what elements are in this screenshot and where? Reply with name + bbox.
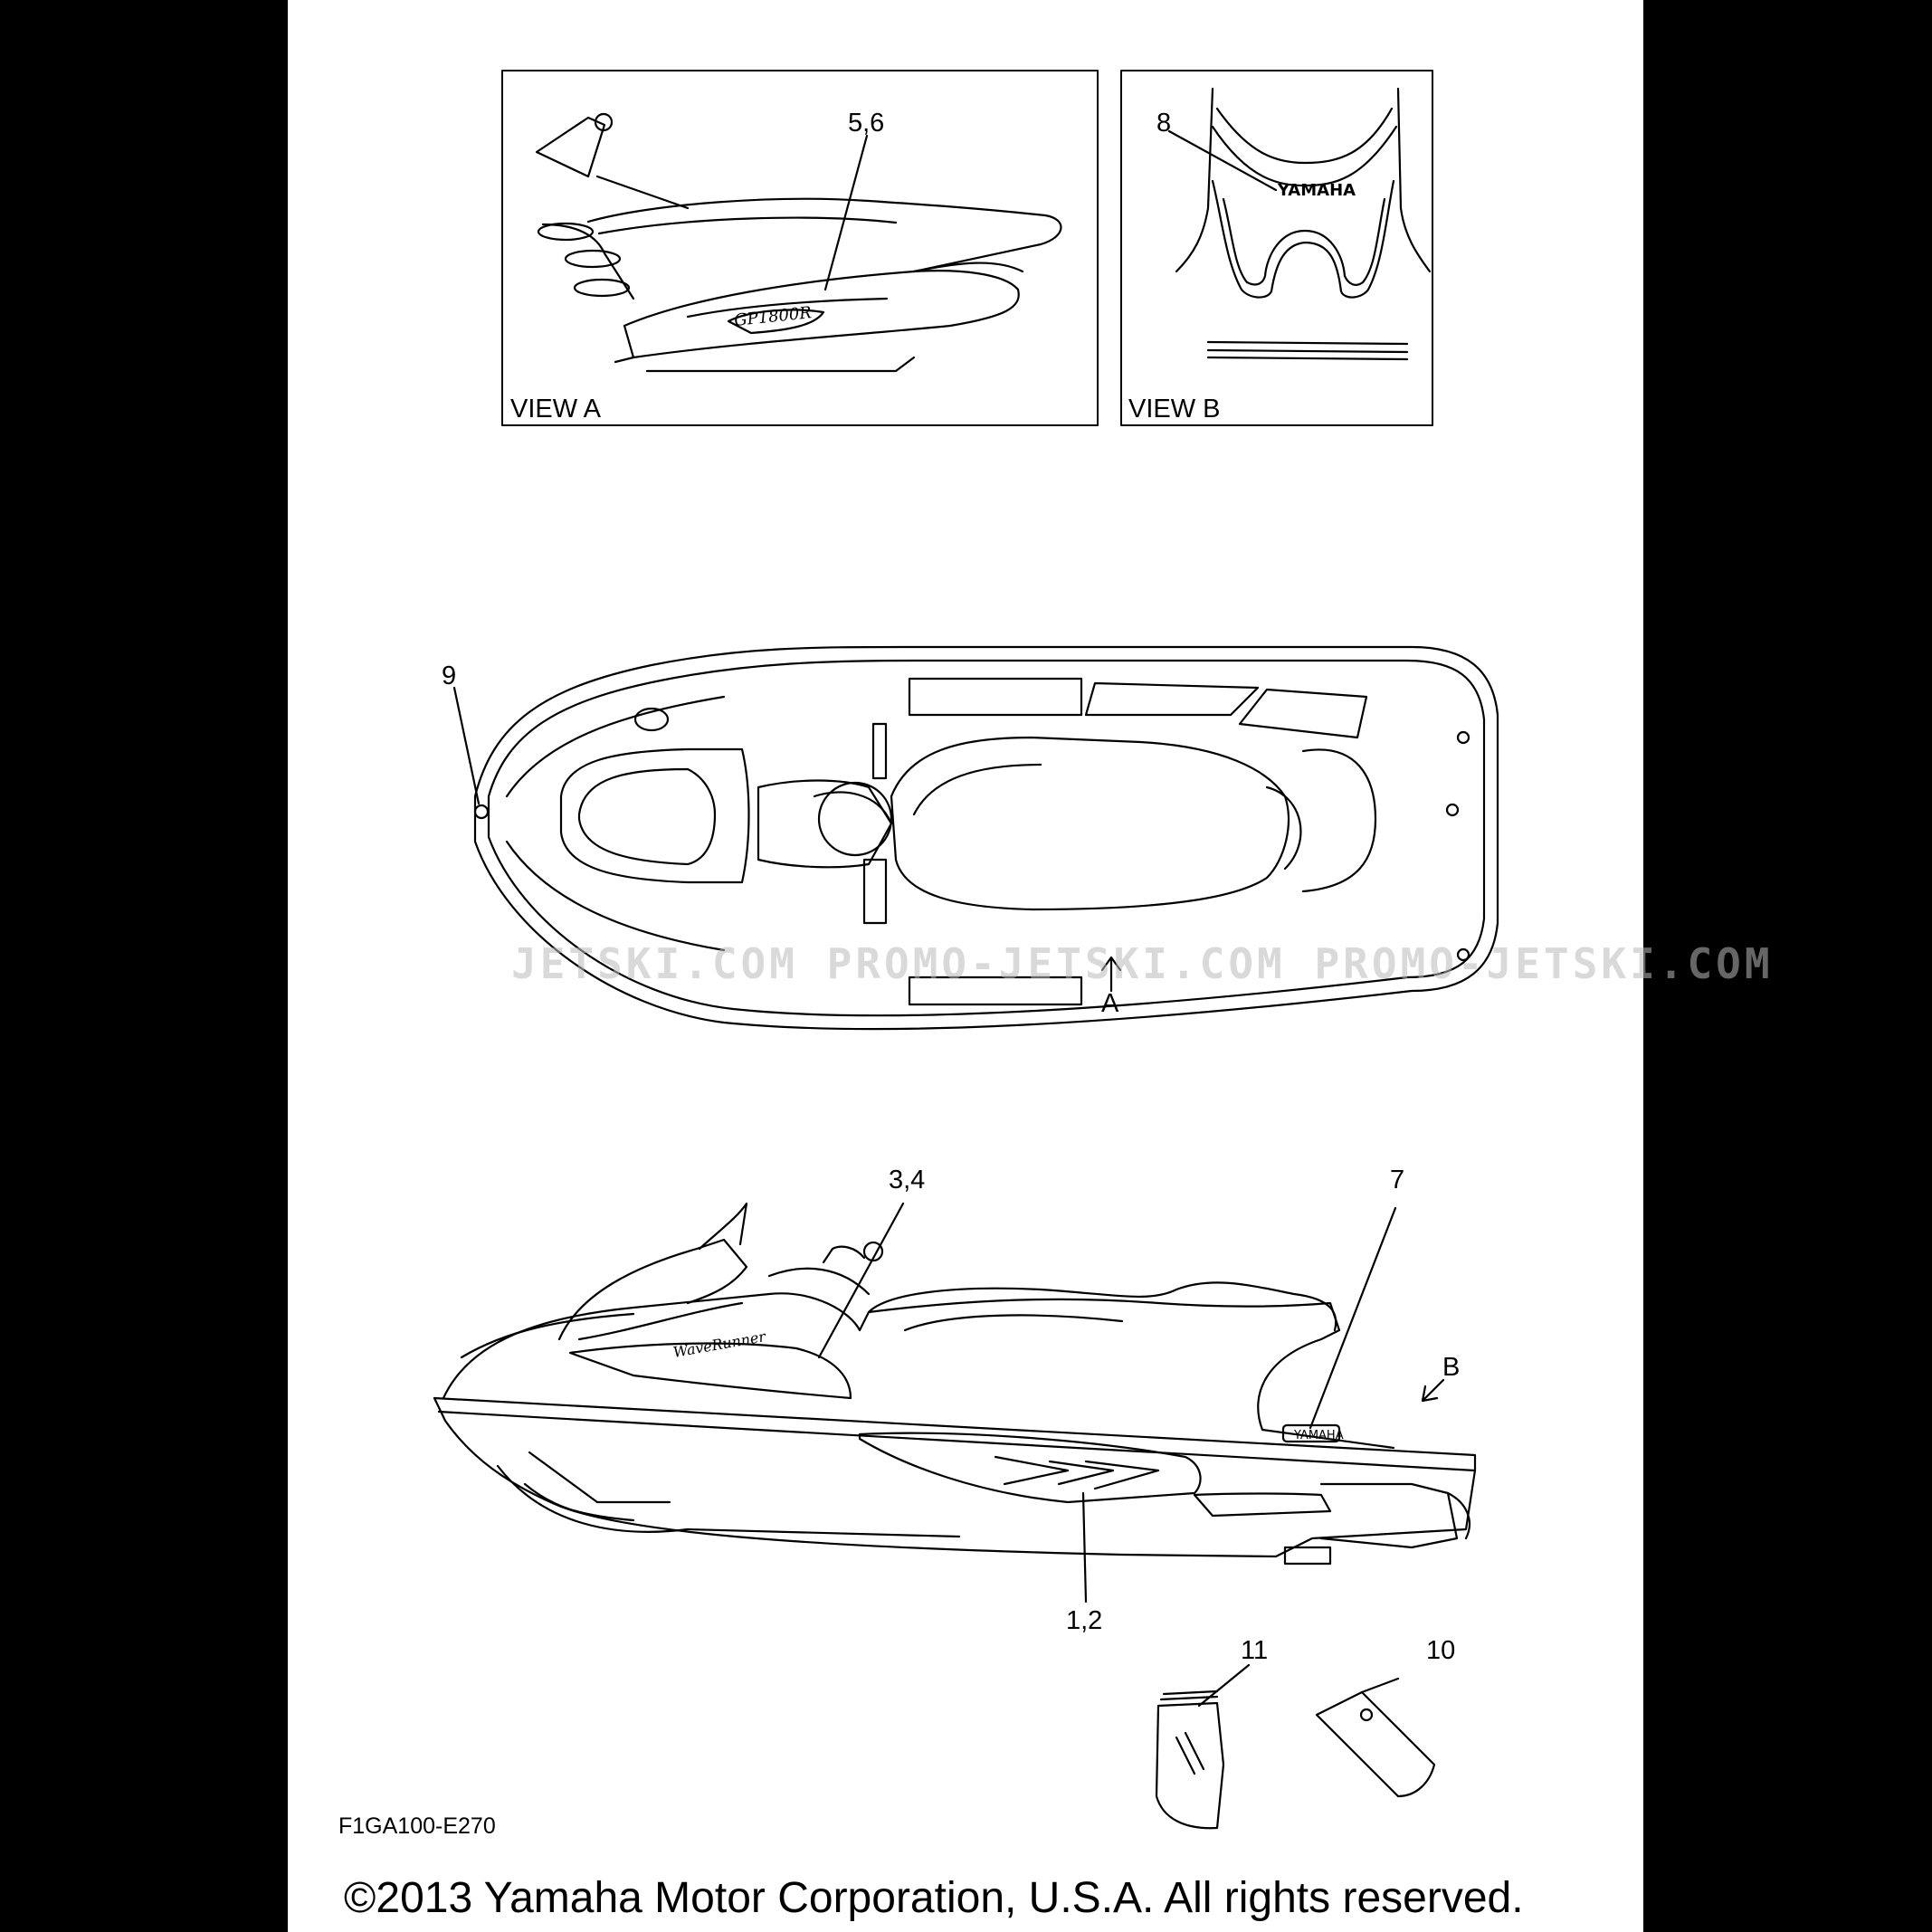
loose-parts xyxy=(1156,1665,1434,1828)
callout-5-6: 5,6 xyxy=(848,109,885,138)
callout-8: 8 xyxy=(1156,109,1172,138)
view-b-label: VIEW B xyxy=(1128,395,1221,424)
diagram-code: F1GA100-E270 xyxy=(338,1813,496,1839)
callout-11: 11 xyxy=(1241,1636,1269,1665)
callout-10: 10 xyxy=(1426,1636,1456,1665)
callout-3-4: 3,4 xyxy=(889,1166,926,1194)
view-a-label: VIEW A xyxy=(510,395,601,424)
callout-1-2: 1,2 xyxy=(1066,1606,1103,1635)
marker-b: B xyxy=(1442,1353,1461,1382)
watermark-text: JETSKI.COM PROMO-JETSKI.COM PROMO-JETSKI.COM xyxy=(511,939,1774,988)
svg-text:YAMAHA: YAMAHA xyxy=(1294,1429,1344,1442)
marker-a: A xyxy=(1101,989,1119,1018)
svg-text:GP1800R: GP1800R xyxy=(733,303,813,330)
copyright-notice: ©2013 Yamaha Motor Corporation, U.S.A. All rights reserved. xyxy=(344,1874,1524,1922)
side-view-watercraft xyxy=(434,1204,1475,1602)
callout-7: 7 xyxy=(1390,1166,1405,1194)
callout-9: 9 xyxy=(442,661,457,690)
view-a-inset xyxy=(502,71,1098,425)
svg-text:YAMAHA: YAMAHA xyxy=(1278,181,1356,200)
svg-text:WaveRunner: WaveRunner xyxy=(671,1328,767,1361)
